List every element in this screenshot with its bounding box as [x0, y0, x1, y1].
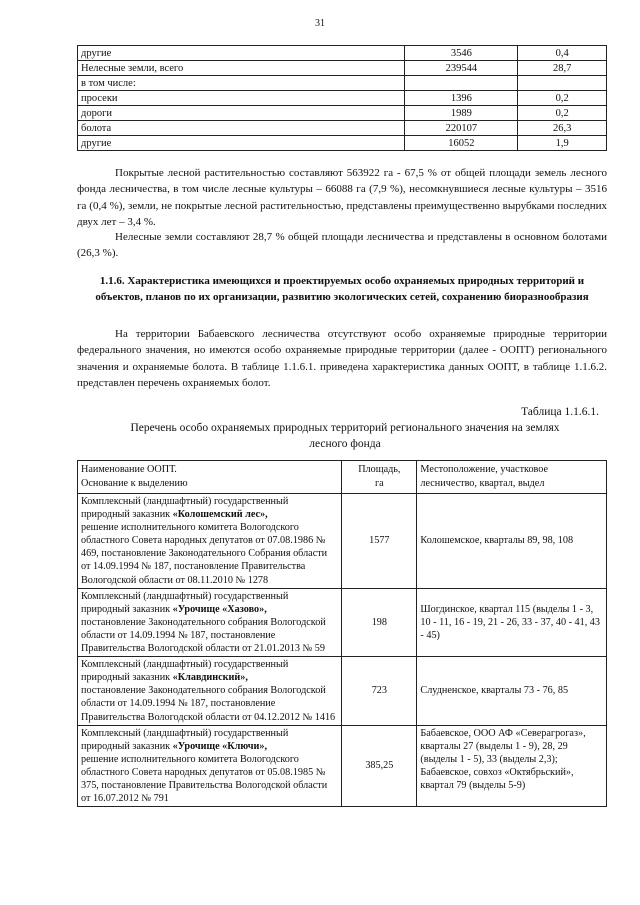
table-row	[78, 121, 607, 136]
reserve-name-cell	[78, 657, 342, 725]
table-row	[78, 91, 607, 106]
header-line: Площадь,	[358, 464, 401, 475]
percent-cell: 28,7	[518, 61, 607, 76]
area-cell: 239544	[405, 61, 518, 76]
reserve-name-cell	[78, 725, 342, 807]
header-line: Основание к выделению	[81, 478, 188, 489]
reserve-name: «Урочище «Хазово»,	[172, 603, 267, 615]
table-row	[78, 61, 607, 76]
area-cell	[405, 76, 518, 91]
header-line: лесничество, квартал, выдел	[420, 478, 545, 489]
percent-cell: 0,2	[518, 106, 607, 121]
header-line: Местоположение, участковое	[420, 464, 549, 475]
reserve-area-cell: 723	[342, 657, 417, 725]
reserve-area-cell: 198	[342, 588, 417, 656]
reserve-basis-text: решение исполнительного комитета Вологодского областного Совета народных депутатов от 05.08.1985 № 375, постановление Правительства Вологодской области от 16.07.2012 № 791	[81, 753, 328, 805]
land-category-table	[77, 45, 607, 151]
reserve-location-cell: Колошемское, кварталы 89, 98, 108	[417, 494, 607, 589]
protected-areas-paragraph: На территории Бабаевского лесничества отсутствуют особо охраняемые природные территории федерального значения, но имеются особо охраняемые природные территории (далее - ООПТ) регионального значения и охраняемые болота. В таблице 1.1.6.1. приведена характеристика данных ООПТ, в таблице 1.1.6.2. представлен перечень охраняемых болот.	[77, 328, 607, 390]
reserve-type-text: Комплексный (ландшафтный) государственный природный заказник	[81, 590, 289, 615]
percent-cell: 1,9	[518, 136, 607, 151]
reserve-area-cell: 1577	[342, 494, 417, 589]
reserve-type-text: Комплексный (ландшафтный) государственный природный заказник	[81, 496, 289, 521]
percent-cell: 26,3	[518, 121, 607, 136]
table-row	[78, 494, 607, 589]
non-forest-land-paragraph: Нелесные земли составляют 28,7 % общей площади лесничества и представлены в основном болотами (26,3 %).	[77, 231, 607, 260]
page-number: 31	[315, 18, 325, 29]
area-cell: 16052	[405, 136, 518, 151]
reserve-basis-text: постановление Законодательного собрания Вологодской области от 14.09.1994 № 187, постановление Правительства Вологодской области от 21.01.2013 № 59	[81, 616, 326, 655]
table-row	[78, 46, 607, 61]
reserve-name: «Колошемский лес»,	[172, 509, 268, 521]
reserve-name: «Клавдинский»,	[172, 672, 248, 684]
name-column-header	[78, 461, 342, 494]
area-cell: 220107	[405, 121, 518, 136]
land-category-cell: другие	[78, 46, 405, 61]
table-row	[78, 588, 607, 656]
reserve-type-text: Комплексный (ландшафтный) государственный природный заказник	[81, 727, 289, 752]
table-row	[78, 76, 607, 91]
land-category-cell: дороги	[78, 106, 405, 121]
area-cell: 3546	[405, 46, 518, 61]
reserve-name-cell	[78, 494, 342, 589]
reserve-location-cell: Слудненское, кварталы 73 - 76, 85	[417, 657, 607, 725]
land-category-cell: в том числе:	[78, 76, 405, 91]
location-column-header	[417, 461, 607, 494]
percent-cell: 0,4	[518, 46, 607, 61]
area-cell: 1396	[405, 91, 518, 106]
reserve-basis-text: постановление Законодательного собрания Вологодской области от 14.09.1994 № 187, постановление Правительства Вологодской области от 04.12.2012 № 1416	[81, 685, 336, 723]
reserve-area-cell: 385,25	[342, 725, 417, 807]
protected-areas-table	[77, 460, 607, 807]
land-category-cell: другие	[78, 136, 405, 151]
reserve-type-text: Комплексный (ландшафтный) государственный природный заказник	[81, 659, 289, 684]
table-title: Перечень особо охраняемых природных территорий регионального значения на землях лесного фонда	[130, 422, 560, 450]
table-row	[78, 725, 607, 807]
reserve-name: «Урочище «Ключи»,	[172, 740, 268, 752]
header-line: Наименование ООПТ.	[81, 464, 177, 475]
reserve-location-cell: Шогдинское, квартал 115 (выделы 1 - 3, 10 - 11, 16 - 19, 21 - 26, 33 - 37, 40 - 41, 43 - 45)	[417, 588, 607, 656]
forest-cover-paragraph: Покрытые лесной растительностью составляют 563922 га - 67,5 % от общей площади земель лесного фонда лесничества, в том числе лесные культуры – 66088 га (7,9 %), несомкнувшиеся лесные культуры – 3516 га (0,4 %), земли, не покрытые лесной растительностью, представлены преимущественно вырубками последних двух лет – 3,4 %.	[77, 167, 607, 229]
area-cell: 1989	[405, 106, 518, 121]
table-row	[78, 136, 607, 151]
land-category-cell: Нелесные земли, всего	[78, 61, 405, 76]
header-line: га	[374, 478, 384, 489]
table-row	[78, 106, 607, 121]
percent-cell	[518, 76, 607, 91]
reserve-location-cell: Бабаевское, ООО АФ «Северагрогаз», кварталы 27 (выделы 1 - 9), 28, 29 (выделы 1 - 5), 33 (выделы 2,3); Бабаевское, совхоз «Октябрьский», квартал 79 (выделы 5-9)	[417, 725, 607, 807]
land-category-cell: болота	[78, 121, 405, 136]
percent-cell: 0,2	[518, 91, 607, 106]
reserve-name-cell	[78, 588, 342, 656]
section-heading: 1.1.6. Характеристика имеющихся и проектируемых особо охраняемых природных территорий и объектов, планов по их организации, развитию экологических сетей, сохранению биоразнообразия	[95, 275, 589, 304]
area-column-header	[342, 461, 417, 494]
table-header-row	[78, 461, 607, 494]
land-category-cell: просеки	[78, 91, 405, 106]
table-row	[78, 657, 607, 725]
table-label: Таблица 1.1.6.1.	[521, 406, 599, 418]
reserve-basis-text: решение исполнительного комитета Вологодского областного Совета народных депутатов от 07.08.1986 № 469, постановление Законодательного Собрания области от 14.09.1994 № 187, постановление Правительства Вологодской области от 08.11.2010 № 1278	[81, 522, 328, 586]
